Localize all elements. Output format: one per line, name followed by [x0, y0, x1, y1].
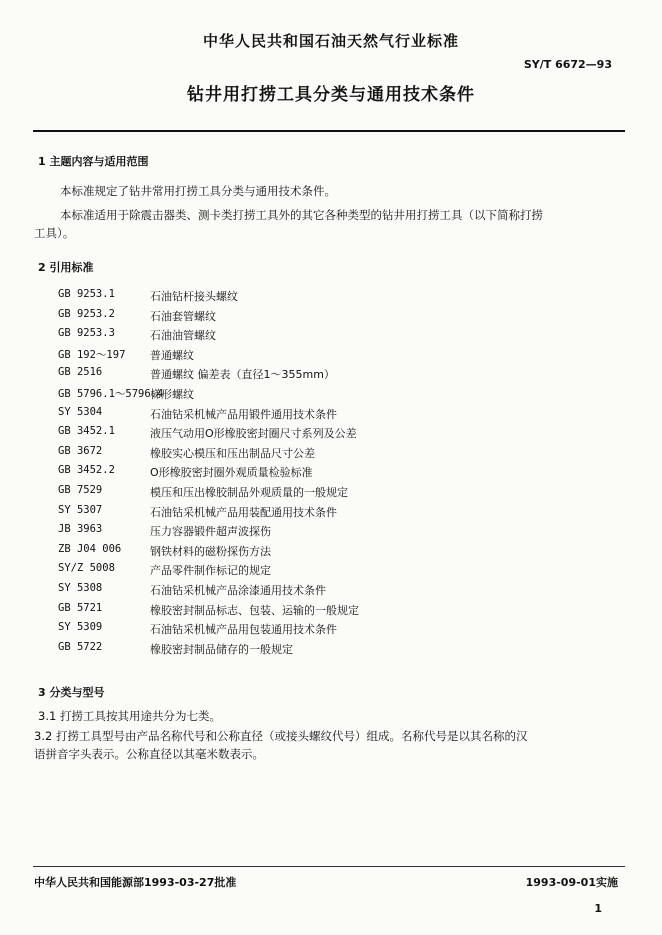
reference-name: 橡胶密封制品标志、包装、运输的一般规定 — [150, 603, 359, 617]
section-3-heading: 3 分类与型号 — [38, 686, 105, 699]
reference-code: GB 9253.3 — [58, 327, 115, 340]
reference-item — [58, 504, 458, 520]
reference-item — [58, 347, 458, 363]
reference-item — [58, 641, 458, 657]
clause-3-2-line-2: 语拼音字头表示。公称直径以其毫米数表示。 — [34, 747, 264, 761]
reference-item — [58, 582, 458, 598]
reference-name: 石油钻采机械产品用装配通用技术条件 — [150, 505, 337, 519]
reference-name: 普通螺纹 偏差表（直径1～355mm） — [150, 368, 335, 382]
reference-code: GB 7529 — [58, 484, 103, 496]
reference-name: 钢铁材料的磁粉探伤方法 — [150, 544, 271, 558]
reference-name: 液压气动用O形橡胶密封圈尺寸系列及公差 — [150, 427, 357, 441]
reference-item — [58, 308, 458, 324]
reference-name: 石油套管螺纹 — [150, 309, 216, 323]
reference-item — [58, 621, 458, 637]
reference-item — [58, 543, 458, 559]
reference-item — [58, 386, 458, 402]
reference-item — [58, 288, 458, 304]
reference-name: 石油钻采机械产品涂漆通用技术条件 — [150, 584, 326, 597]
page-number: 1 — [594, 902, 602, 915]
reference-item — [58, 425, 458, 441]
approval-note: 中华人民共和国能源部1993-03-27批准 — [34, 876, 237, 889]
reference-name: 橡胶实心模压和压出制品尺寸公差 — [150, 446, 315, 460]
header-divider — [33, 130, 625, 132]
reference-item — [58, 445, 458, 461]
reference-name: 石油钻杆接头螺纹 — [150, 290, 238, 303]
section-2-heading: 2 引用标准 — [38, 261, 94, 274]
implementation-date: 1993-09-01实施 — [525, 876, 618, 889]
reference-name: 橡胶密封制品储存的一般规定 — [150, 642, 293, 656]
reference-code: JB 3963 — [58, 523, 103, 536]
reference-name: O形橡胶密封圈外观质量检验标准 — [150, 466, 313, 480]
reference-item — [58, 602, 458, 618]
clause-3-2-line-1: 3.2 打捞工具型号由产品名称代号和公称直径（或接头螺纹代号）组成。名称代号是以其名称的汉 — [34, 729, 528, 743]
reference-name: 产品零件制作标记的规定 — [150, 564, 271, 578]
reference-item — [58, 464, 458, 480]
reference-item — [58, 366, 458, 382]
reference-code: ZB J04 006 — [58, 542, 122, 555]
reference-name: 梯形螺纹 — [150, 388, 194, 401]
reference-name: 模压和压出橡胶制品外观质量的一般规定 — [150, 486, 348, 499]
reference-name: 石油钻采机械产品用锻件通用技术条件 — [150, 407, 337, 421]
reference-code: GB 5796.1～5796.4 — [58, 388, 164, 400]
reference-code: SY/Z 5008 — [58, 562, 115, 575]
reference-item — [58, 523, 458, 539]
section-1-paragraph-2-line-1: 本标准适用于除震击器类、测卡类打捞工具外的其它各种类型的钻井用打捞工具（以下简称打捞 — [60, 208, 543, 222]
reference-item — [58, 406, 458, 422]
reference-name: 石油油管螺纹 — [150, 329, 216, 343]
section-1-heading: 1 主题内容与适用范围 — [38, 155, 149, 168]
reference-item — [58, 327, 458, 343]
standard-code: SY/T 6672—93 — [523, 58, 612, 71]
reference-code: GB 192～197 — [58, 348, 126, 361]
reference-item — [58, 562, 458, 578]
reference-code: GB 5722 — [58, 640, 103, 653]
reference-code: GB 3672 — [58, 444, 103, 457]
reference-code: GB 9253.1 — [58, 288, 115, 300]
reference-name: 普通螺纹 — [150, 348, 194, 362]
reference-code: GB 9253.2 — [58, 307, 115, 320]
document-title: 钻井用打捞工具分类与通用技术条件 — [187, 85, 475, 105]
reference-code: SY 5308 — [58, 582, 103, 594]
footer-divider — [33, 866, 625, 867]
reference-code: GB 5721 — [58, 601, 103, 614]
issuing-authority: 中华人民共和国石油天然气行业标准 — [202, 32, 459, 50]
reference-code: SY 5309 — [58, 621, 103, 634]
reference-code: SY 5304 — [58, 405, 103, 418]
reference-code: GB 3452.2 — [58, 464, 115, 477]
reference-name: 石油钻采机械产品用包装通用技术条件 — [150, 623, 337, 637]
reference-code: GB 2516 — [58, 366, 103, 379]
reference-item — [58, 484, 458, 500]
section-1-paragraph-2-line-2: 工具）。 — [34, 226, 75, 240]
reference-name: 压力容器锻件超声波探伤 — [150, 525, 271, 539]
reference-code: GB 3452.1 — [58, 425, 115, 438]
clause-3-1: 3.1 打捞工具按其用途共分为七类。 — [38, 709, 221, 723]
section-1-paragraph-1: 本标准规定了钻井常用打捞工具分类与通用技术条件。 — [60, 184, 336, 198]
reference-code: SY 5307 — [58, 503, 103, 516]
